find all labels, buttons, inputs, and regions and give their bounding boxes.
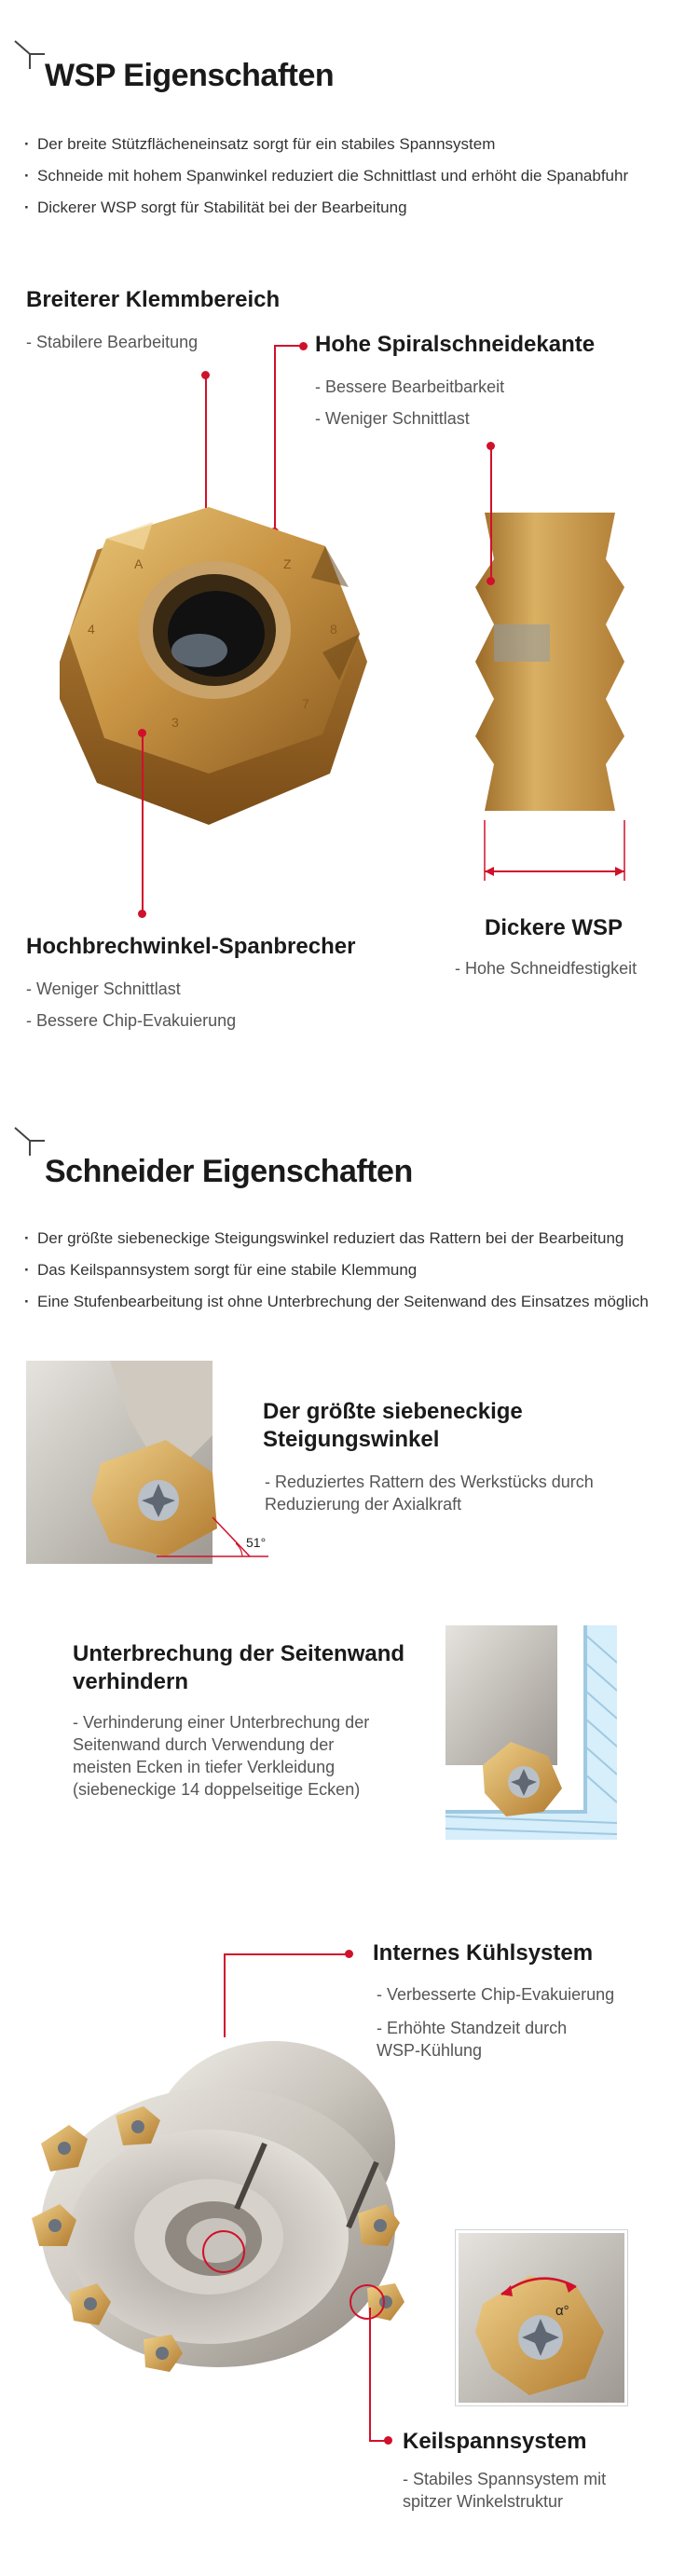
section-title-wsp: WSP Eigenschaften	[45, 58, 335, 93]
leader-dot	[345, 1950, 353, 1958]
feature-text-spanbrecher-1: - Weniger Schnittlast	[26, 980, 181, 998]
leader-line	[369, 2308, 371, 2442]
leader-dot	[384, 2436, 392, 2445]
leader-dot	[138, 729, 146, 737]
feature-text-klemm: - Stabilere Bearbeitung	[26, 333, 199, 351]
cutter-image	[22, 2022, 414, 2377]
leader-dot	[487, 577, 495, 585]
wall-image	[445, 1625, 617, 1840]
list-item: · Eine Stufenbearbeitung ist ohne Unterbrechung der Seitenwand des Einsatzes möglich	[24, 1286, 649, 1318]
feature-text-dicke: - Hohe Schneidfestigkeit	[455, 959, 637, 978]
insert-top-image	[32, 494, 386, 848]
wedge-image	[455, 2229, 628, 2406]
feature-text-spanbrecher-2: - Bessere Chip-Evakuierung	[26, 1011, 237, 1030]
feature-title-spiral: Hohe Spiralschneidekante	[315, 332, 596, 357]
coolant-text-1: - Verbesserte Chip-Evakuierung	[377, 1985, 615, 2004]
corner-mark	[13, 1126, 45, 1158]
wall-title: Unterbrechung der Seitenwand verhindern	[73, 1641, 405, 1694]
feature-title-spanbrecher: Hochbrechwinkel-Spanbrecher	[26, 934, 356, 959]
leader-line	[224, 1953, 347, 1955]
coolant-text-2: - Erhöhte Standzeit durch WSP-Kühlung	[377, 2019, 568, 2060]
feature-text-spiral-1: - Bessere Bearbeitbarkeit	[315, 377, 505, 396]
leader-dot	[138, 910, 146, 918]
svg-text:Z: Z	[283, 556, 292, 571]
feature-text-spiral-2: - Weniger Schnittlast	[315, 409, 470, 428]
svg-text:A: A	[134, 556, 144, 571]
list-item: · Das Keilspannsystem sorgt für eine stabile Klemmung	[24, 1254, 649, 1286]
leader-line	[274, 345, 302, 347]
thickness-dimension	[475, 820, 634, 923]
wall-text: - Verhinderung einer Unterbrechung der Seitenwand durch Verwendung der meisten Ecken in tiefer Verkleidung (siebeneckige 14 doppelseitige Ecken)	[73, 1713, 370, 1799]
angle-title: Der größte siebeneckige Steigungswinkel	[263, 1399, 523, 1452]
svg-text:3: 3	[171, 715, 179, 730]
list-item: · Der breite Stützflächeneinsatz sorgt für ein stabiles Spannsystem	[24, 129, 628, 160]
angle-text: - Reduziertes Rattern des Werkstücks durch Reduzierung der Axialkraft	[265, 1473, 594, 1514]
wsp-bullet-list	[24, 129, 628, 224]
leader-line	[142, 733, 144, 913]
feature-title-klemm: Breiterer Klemmbereich	[26, 287, 281, 312]
list-item: · Dickerer WSP sorgt für Stabilität bei der Bearbeitung	[24, 192, 628, 224]
angle-image	[26, 1361, 270, 1575]
leader-dot	[487, 442, 495, 450]
cutter-bullet-list	[24, 1223, 649, 1318]
list-item: · Der größte siebeneckige Steigungswinkel reduziert das Rattern bei der Bearbeitung	[24, 1223, 649, 1254]
corner-mark	[13, 39, 45, 71]
list-item: · Schneide mit hohem Spanwinkel reduziert die Schnittlast und erhöht die Spanabfuhr	[24, 160, 628, 192]
leader-dot	[201, 371, 210, 379]
section-title-schneider: Schneider Eigenschaften	[45, 1154, 413, 1189]
svg-text:4: 4	[88, 622, 95, 637]
feature-title-dicke: Dickere WSP	[485, 915, 624, 940]
angle-label: 51°	[246, 1535, 267, 1550]
leader-line	[490, 445, 492, 581]
wedge-alpha-label: α°	[555, 2303, 569, 2319]
svg-text:7: 7	[302, 696, 309, 711]
svg-text:8: 8	[330, 622, 337, 637]
wedge-title: Keilspannsystem	[403, 2429, 587, 2454]
coolant-title: Internes Kühlsystem	[373, 1940, 594, 1966]
wedge-text: - Stabiles Spannsystem mit spitzer Winkelstruktur	[403, 2470, 607, 2511]
